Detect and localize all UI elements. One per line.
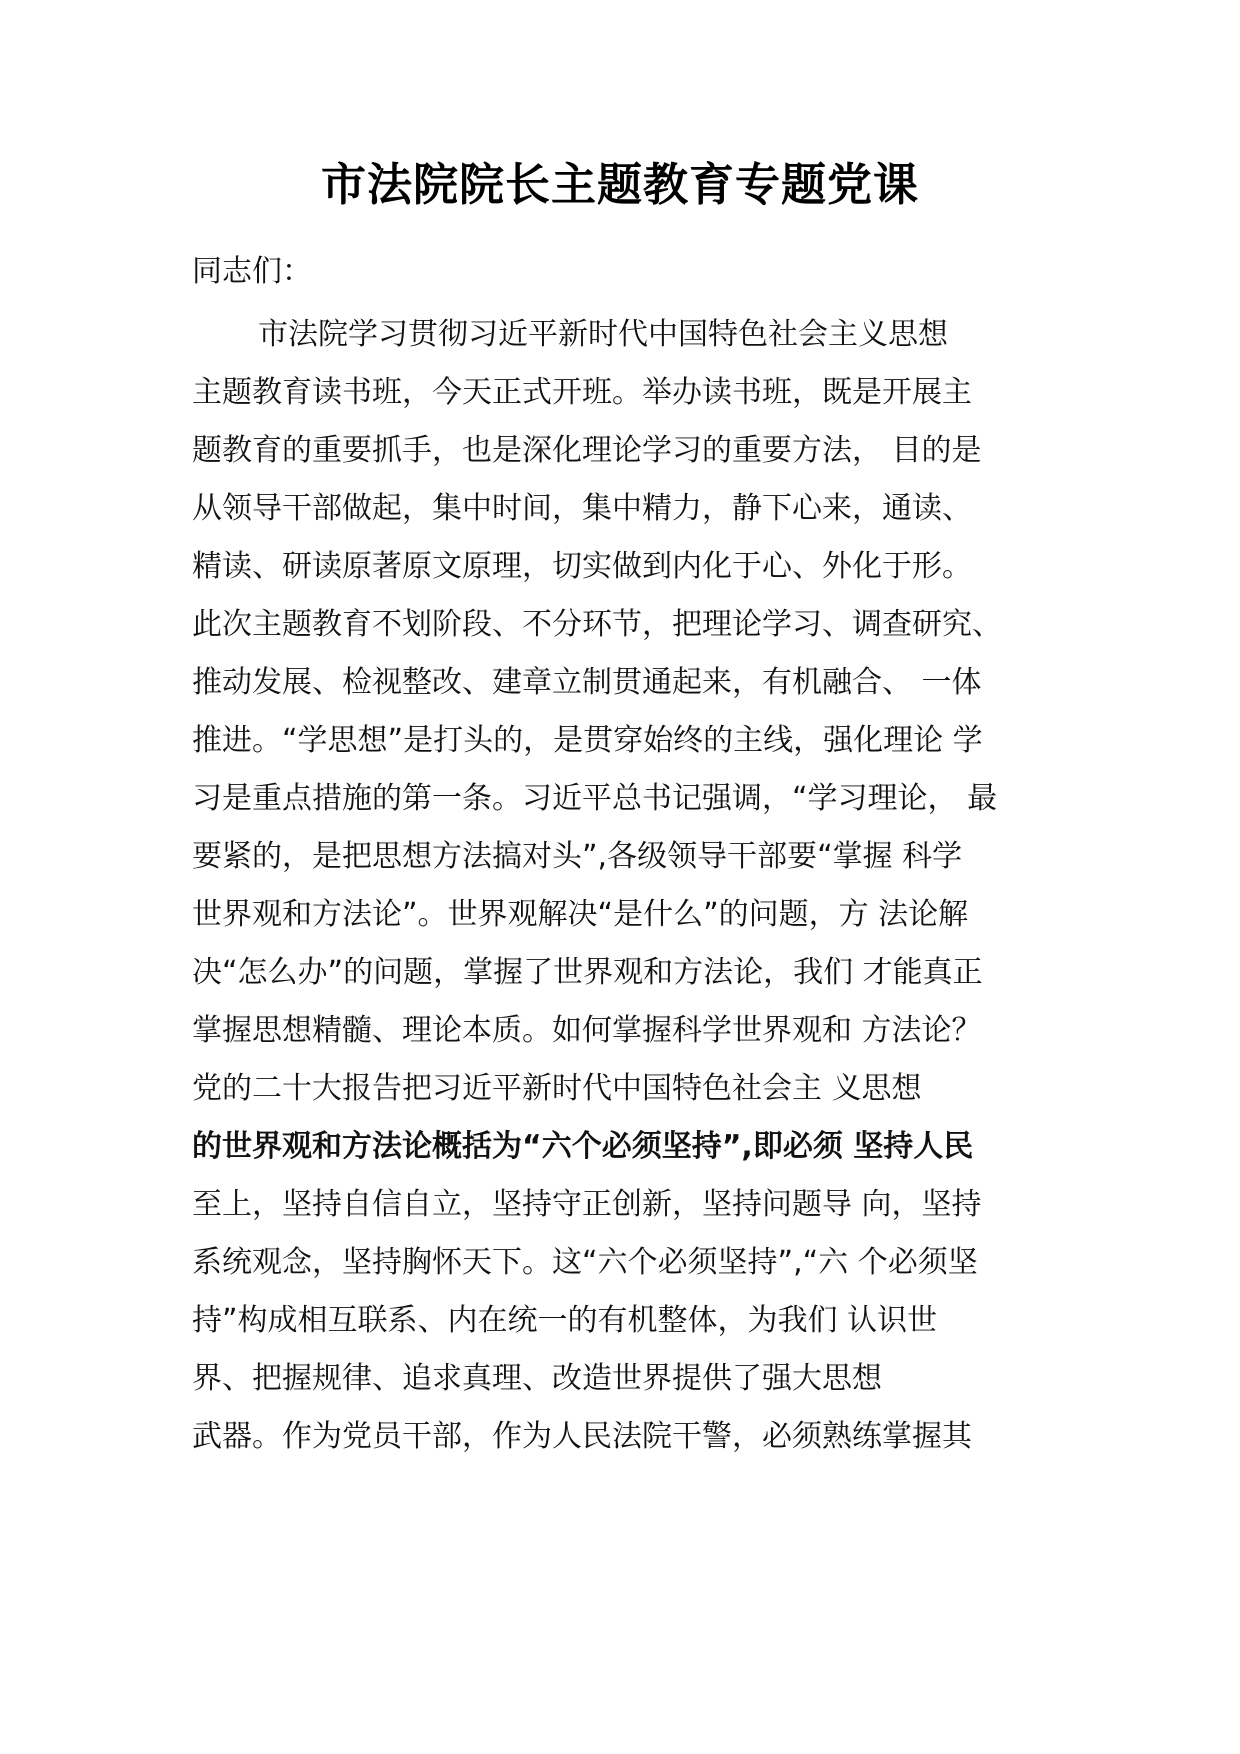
body-line: 系统观念，坚持胸怀天下。这“六个必须坚持”,“六 个必须坚 <box>192 1245 978 1280</box>
body-line: 推动发展、检视整改、建章立制贯通起来，有机融合、 一体 <box>192 665 982 700</box>
body-paragraph <box>192 306 1072 1466</box>
body-line: 题教育的重要抓手，也是深化理论学习的重要方法， 目的是 <box>192 433 982 468</box>
body-line: 从领导干部做起，集中时间，集中精力，静下心来，通读、 <box>192 491 972 526</box>
body-line: 要紧的，是把思想方法搞对头”,各级领导干部要“掌握 科学 <box>192 839 963 874</box>
body-line: 持”构成相互联系、内在统一的有机整体，为我们 认识世 <box>192 1303 938 1338</box>
body-line: 掌握思想精髓、理论本质。如何掌握科学世界观和 方法论？ <box>192 1013 982 1048</box>
body-line: 决“怎么办”的问题，掌握了世界观和方法论，我们 才能真正 <box>192 955 983 990</box>
body-line: 至上，坚持自信自立，坚持守正创新，坚持问题导 向，坚持 <box>192 1187 982 1222</box>
body-line: 的世界观和方法论概括为“六个必须坚持”,即必须 坚持人民 <box>192 1129 974 1164</box>
body-line: 市法院学习贯彻习近平新时代中国特色社会主义思想 <box>258 317 948 352</box>
body-line: 精读、研读原著原文原理，切实做到内化于心、外化于形。 <box>192 549 972 584</box>
body-line: 推进。“学思想”是打头的，是贯穿始终的主线，强化理论 学 <box>192 723 983 758</box>
body-line: 习是重点措施的第一条。习近平总书记强调，“学习理论， 最 <box>192 781 998 816</box>
body-line: 世界观和方法论”。世界观解决“是什么”的问题，方 法论解 <box>192 897 969 932</box>
body-line: 此次主题教育不划阶段、不分环节，把理论学习、调查研究、 <box>192 607 1002 642</box>
body-line: 界、把握规律、追求真理、改造世界提供了强大思想 <box>192 1361 882 1396</box>
document-title: 市法院院长主题教育专题党课 <box>320 158 919 211</box>
body-line: 党的二十大报告把习近平新时代中国特色社会主 义思想 <box>192 1071 922 1106</box>
body-line: 武器。作为党员干部，作为人民法院干警，必须熟练掌握其 <box>192 1419 972 1454</box>
salutation: 同志们： <box>192 254 312 289</box>
body-line: 主题教育读书班，今天正式开班。举办读书班，既是开展主 <box>192 375 972 410</box>
